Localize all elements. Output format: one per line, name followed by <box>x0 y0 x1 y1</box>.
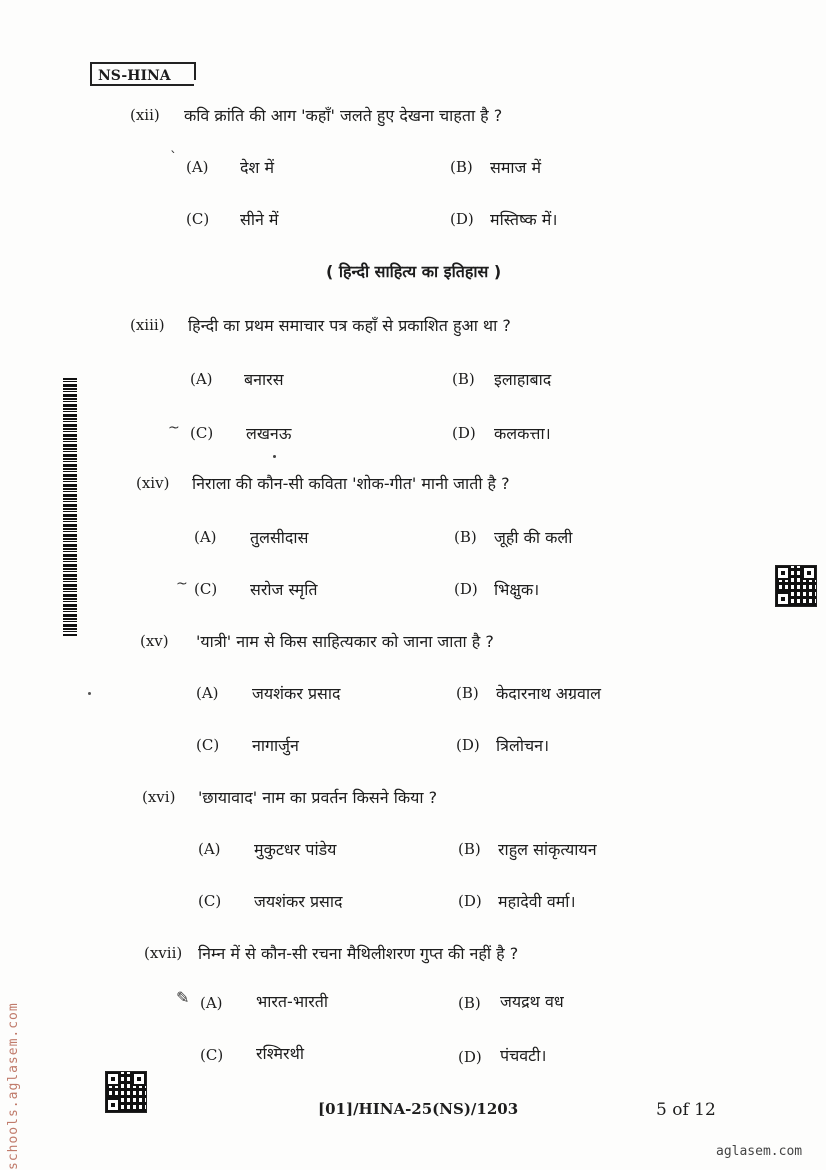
option-label: (B) <box>450 158 473 176</box>
option-label: (A) <box>190 370 213 388</box>
question-text: निराला की कौन-सी कविता 'शोक-गीत' मानी जाती है ? <box>192 474 510 493</box>
option-label: (C) <box>190 424 214 442</box>
footer-paper-code: [01]/HINA-25(NS)/1203 <box>318 1100 519 1118</box>
pencil-mark-icon: ✎ <box>176 988 190 1007</box>
tick-mark: ` <box>170 150 177 166</box>
option-text: रश्मिरथी <box>256 1044 304 1063</box>
question-number: (xvi) <box>142 788 176 806</box>
option-label: (A) <box>194 528 217 546</box>
qr-finder <box>132 1072 146 1086</box>
question-number: (xii) <box>130 106 160 124</box>
side-barcode <box>63 378 77 636</box>
option-label: (A) <box>196 684 219 702</box>
option-text: राहुल सांकृत्यायन <box>498 840 597 859</box>
option-label: (A) <box>198 840 221 858</box>
qr-finder <box>776 566 790 580</box>
option-label: (C) <box>200 1046 224 1064</box>
option-label: (B) <box>456 684 479 702</box>
tick-mark: ~ <box>176 576 188 592</box>
option-label: (C) <box>196 736 220 754</box>
option-text: केदारनाथ अग्रवाल <box>496 684 601 703</box>
paper-code: NS-HINA <box>98 68 171 84</box>
stray-dot <box>273 455 276 458</box>
qr-code-icon <box>106 1072 146 1112</box>
question-number: (xvii) <box>144 944 183 962</box>
option-label: (D) <box>456 736 480 754</box>
qr-finder <box>106 1098 120 1112</box>
option-text: जूही की कली <box>494 528 573 547</box>
question-number: (xv) <box>140 632 169 650</box>
question-text: हिन्दी का प्रथम समाचार पत्र कहाँ से प्रकाशित हुआ था ? <box>188 316 511 335</box>
option-label: (C) <box>194 580 218 598</box>
option-label: (D) <box>450 210 474 228</box>
question-number: (xiv) <box>136 474 170 492</box>
question-number: (xiii) <box>130 316 165 334</box>
page-number: 5 of 12 <box>656 1100 716 1120</box>
option-text: लखनऊ <box>246 424 292 443</box>
option-label: (D) <box>458 1048 482 1066</box>
option-text: पंचवटी। <box>500 1046 547 1065</box>
paper-code-box <box>90 62 194 86</box>
option-text: महादेवी वर्मा। <box>498 892 576 911</box>
option-label: (B) <box>458 840 481 858</box>
option-text: मस्तिष्क में। <box>490 210 558 229</box>
option-label: (B) <box>452 370 475 388</box>
option-text: बनारस <box>244 370 284 389</box>
stray-dot <box>88 692 91 695</box>
option-label: (B) <box>454 528 477 546</box>
option-text: भिक्षुक। <box>494 580 540 599</box>
option-label: (A) <box>200 994 223 1012</box>
question-text: 'यात्री' नाम से किस साहित्यकार को जाना जाता है ? <box>196 632 494 651</box>
option-text: सीने में <box>240 210 279 229</box>
option-text: भारत-भारती <box>256 992 329 1011</box>
option-text: मुकुटधर पांडेय <box>254 840 337 859</box>
option-label: (D) <box>452 424 476 442</box>
option-label: (A) <box>186 158 209 176</box>
qr-finder <box>106 1072 120 1086</box>
option-text: तुलसीदास <box>250 528 309 547</box>
section-heading: ( हिन्दी साहित्य का इतिहास ) <box>326 262 502 281</box>
question-text: कवि क्रांति की आग 'कहाँ' जलते हुए देखना चाहता है ? <box>184 106 503 125</box>
tick-mark: ~ <box>168 420 180 436</box>
option-text: नागार्जुन <box>252 736 299 755</box>
option-label: (B) <box>458 994 481 1012</box>
option-text: देश में <box>240 158 275 177</box>
watermark-side: schools.aglasem.com <box>6 1002 21 1170</box>
qr-finder <box>776 592 790 606</box>
option-label: (C) <box>198 892 222 910</box>
option-text: इलाहाबाद <box>494 370 552 389</box>
option-text: जयद्रथ वध <box>500 992 564 1011</box>
option-text: सरोज स्मृति <box>250 580 318 599</box>
option-label: (C) <box>186 210 210 228</box>
option-text: जयशंकर प्रसाद <box>252 684 341 703</box>
qr-code-icon <box>776 566 816 606</box>
option-text: जयशंकर प्रसाद <box>254 892 343 911</box>
question-text: निम्न में से कौन-सी रचना मैथिलीशरण गुप्त की नहीं है ? <box>198 944 519 963</box>
qr-finder <box>802 566 816 580</box>
option-text: समाज में <box>490 158 542 177</box>
option-label: (D) <box>454 580 478 598</box>
option-label: (D) <box>458 892 482 910</box>
question-text: 'छायावाद' नाम का प्रवर्तन किसने किया ? <box>198 788 438 807</box>
option-text: त्रिलोचन। <box>496 736 550 755</box>
watermark-bottom: aglasem.com <box>716 1144 803 1159</box>
option-text: कलकत्ता। <box>494 424 551 443</box>
